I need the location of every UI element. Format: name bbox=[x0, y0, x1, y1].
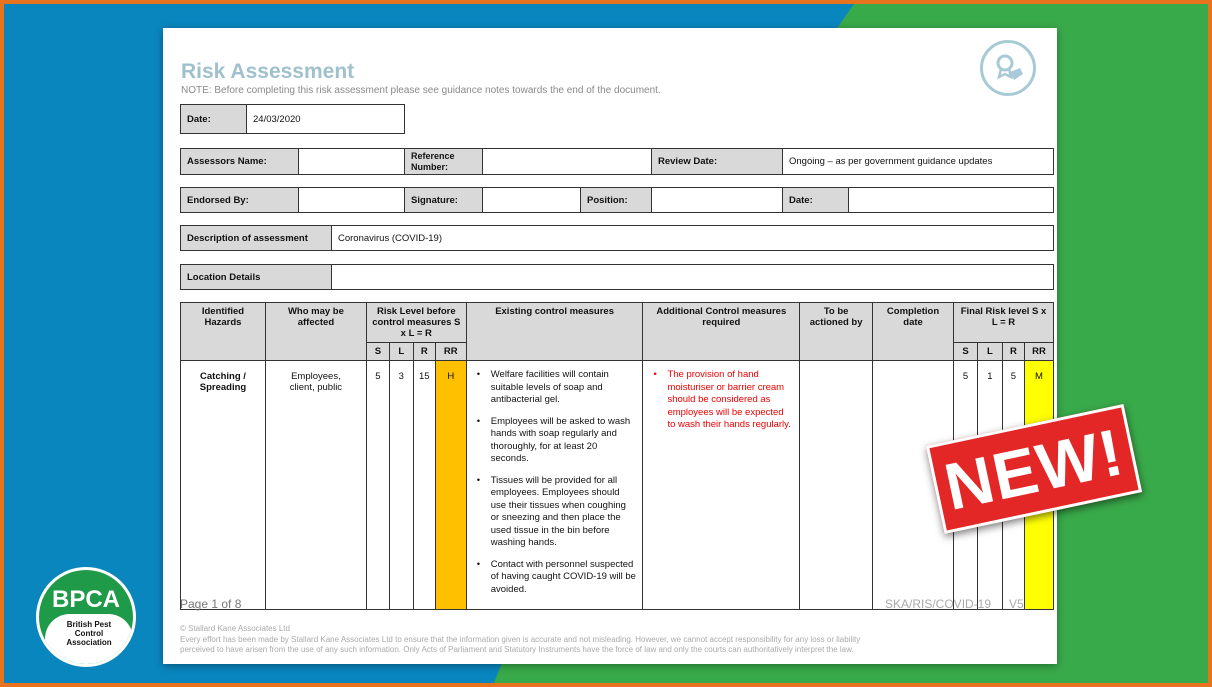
existing-measures-list bbox=[467, 361, 643, 609]
header-rr: RR bbox=[435, 343, 466, 361]
position-field[interactable] bbox=[652, 188, 783, 212]
who-cell: Employees, client, public bbox=[265, 361, 366, 610]
final-r-cell: 5 bbox=[1002, 361, 1024, 610]
bpca-line-3: Association bbox=[66, 638, 112, 647]
reference-label: Reference Number: bbox=[405, 149, 483, 174]
review-date-field[interactable]: Ongoing – as per government guidance updates bbox=[789, 156, 993, 167]
endorsed-date-label: Date: bbox=[783, 188, 849, 212]
header-final-l: L bbox=[977, 343, 1002, 361]
assessors-field[interactable] bbox=[299, 149, 405, 174]
location-row bbox=[180, 264, 1054, 290]
bpca-acronym: BPCA bbox=[51, 586, 120, 613]
document-page bbox=[163, 28, 1057, 664]
additional-measures-list bbox=[643, 361, 799, 445]
copyright-text: © Stallard Kane Associates Ltd bbox=[180, 624, 290, 633]
risk-l-cell: 3 bbox=[389, 361, 413, 610]
endorsed-label: Endorsed By: bbox=[181, 188, 299, 212]
header-final-r: R bbox=[1002, 343, 1024, 361]
description-row bbox=[180, 225, 1054, 251]
review-date-label: Review Date: bbox=[652, 149, 783, 174]
final-l-cell: 1 bbox=[977, 361, 1002, 610]
bpca-line-2: Control bbox=[74, 629, 104, 638]
assessors-label: Assessors Name: bbox=[181, 149, 299, 174]
risk-s-cell: 5 bbox=[366, 361, 389, 610]
header-risk-before: Risk Level before control measures S x L = R bbox=[366, 303, 466, 343]
header-final-rr: RR bbox=[1024, 343, 1053, 361]
final-s-cell: 5 bbox=[954, 361, 978, 610]
signature-label: Signature: bbox=[405, 188, 483, 212]
endorsed-field[interactable] bbox=[299, 188, 405, 212]
signature-field[interactable] bbox=[483, 188, 581, 212]
header-additional: Additional Control measures required bbox=[643, 303, 800, 361]
position-label: Position: bbox=[581, 188, 652, 212]
endorsed-row bbox=[180, 187, 1054, 213]
header-s: S bbox=[366, 343, 389, 361]
date-label: Date: bbox=[181, 105, 247, 133]
date-field[interactable]: 24/03/2020 bbox=[253, 113, 301, 125]
header-who: Who may be affected bbox=[265, 303, 366, 361]
risk-rr-cell: H bbox=[435, 361, 466, 610]
header-actioned: To be actioned by bbox=[800, 303, 873, 361]
description-label: Description of assessment bbox=[181, 226, 332, 250]
certificate-hand-icon bbox=[980, 40, 1036, 96]
additional-measures-cell bbox=[643, 361, 800, 610]
list-item: • Contact with personnel suspected of having caught COVID-19 will be avoided. bbox=[473, 559, 637, 597]
header-l: L bbox=[389, 343, 413, 361]
header-r: R bbox=[413, 343, 435, 361]
list-item: • Welfare facilities will contain suitable levels of soap and antibacterial gel. bbox=[473, 369, 637, 407]
new-badge: NEW! bbox=[926, 404, 1142, 534]
header-final-s: S bbox=[954, 343, 978, 361]
bpca-logo bbox=[36, 567, 136, 667]
document-title: Risk Assessment bbox=[181, 60, 355, 83]
final-rr-cell: M bbox=[1024, 361, 1053, 610]
document-version: V5 bbox=[1009, 597, 1024, 611]
table-row bbox=[181, 361, 1054, 610]
disclaimer-line-1: Every effort has been made by Stallard Kane Associates Ltd to ensure that the information given is accurate and not misleading. However, we cannot accept responsibility for any loss or liability bbox=[180, 634, 861, 644]
background-frame bbox=[4, 4, 1208, 683]
existing-measures-cell bbox=[466, 361, 643, 610]
date-row bbox=[180, 104, 405, 134]
list-item: • Tissues will be provided for all employees. Employees should use their tissues when coughing or sneezing and then place the used tissue in the bin before washing hands. bbox=[473, 475, 637, 550]
risk-r-cell: 15 bbox=[413, 361, 435, 610]
list-item: • Employees will be asked to wash hands with soap regularly and thoroughly, for at least 20 seconds. bbox=[473, 416, 637, 466]
description-field[interactable]: Coronavirus (COVID-19) bbox=[338, 232, 442, 244]
reference-field[interactable] bbox=[483, 149, 652, 174]
assessors-row bbox=[180, 148, 1054, 175]
header-final-risk: Final Risk level S x L = R bbox=[954, 303, 1054, 343]
disclaimer-line-2: perceived to have arisen from the use of any such information. Only Acts of Parliament and Statutory Instruments have the force of law and only the courts can authoritatively interpret the law. bbox=[180, 645, 854, 654]
footer-disclaimer bbox=[180, 624, 1040, 656]
document-reference: SKA/RIS/COVID-19 bbox=[885, 597, 992, 611]
location-field[interactable] bbox=[332, 265, 1053, 289]
actioned-by-cell[interactable] bbox=[800, 361, 873, 610]
bpca-line-1: British Pest bbox=[66, 620, 112, 629]
header-hazards: Identified Hazards bbox=[181, 303, 266, 361]
bpca-full-name bbox=[45, 614, 133, 666]
document-note: NOTE: Before completing this risk assessment please see guidance notes towards the end of the document. bbox=[181, 85, 661, 96]
list-item: • The provision of hand moisturiser or barrier cream should be considered as employees will be expected to wash their hands regularly. bbox=[649, 369, 793, 432]
header-existing: Existing control measures bbox=[466, 303, 643, 361]
location-label: Location Details bbox=[181, 265, 332, 289]
endorsed-date-field[interactable] bbox=[849, 188, 1053, 212]
page-number: Page 1 of 8 bbox=[180, 597, 242, 611]
risk-table bbox=[180, 302, 1054, 610]
header-completion: Completion date bbox=[873, 303, 954, 361]
hazard-cell: Catching / Spreading bbox=[181, 361, 266, 610]
